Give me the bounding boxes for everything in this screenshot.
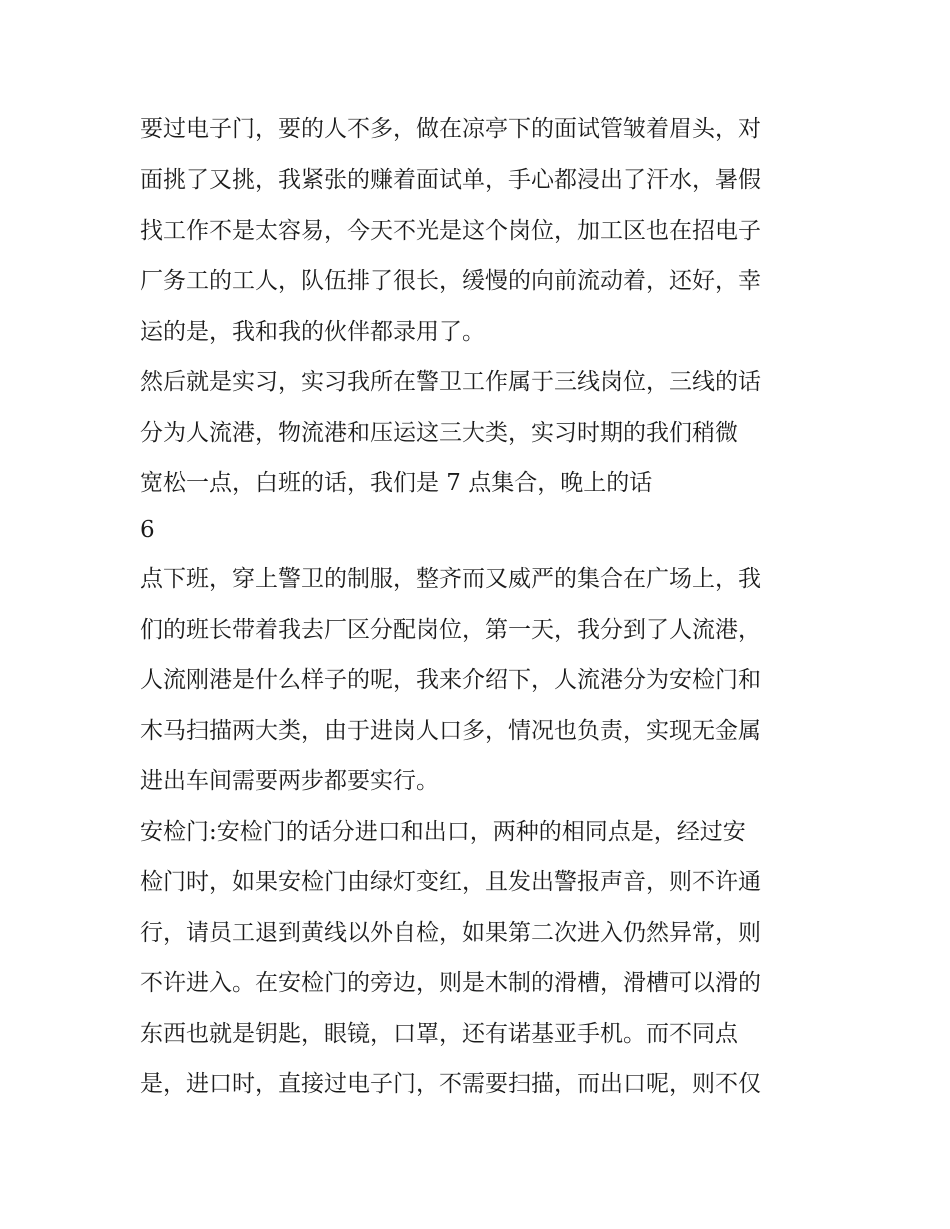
text-line: 要过电子门，要的人不多，做在凉亭下的面试管皱着眉头，对 xyxy=(140,116,761,142)
text-line: 安检门:安检门的话分进口和出口，两种的相同点是，经过安 xyxy=(140,819,746,845)
text-line: 点下班，穿上警卫的制服，整齐而又威严的集合在广场上，我 xyxy=(140,566,761,592)
text-line: 不许进入。在安检门的旁边，则是木制的滑槽，滑槽可以滑的 xyxy=(140,970,761,996)
text-line: 运的是，我和我的伙伴都录用了。 xyxy=(140,319,485,345)
text-line: 6 xyxy=(140,517,155,543)
text-line: 面挑了又挑，我紧张的赚着面试单，手心都浸出了汗水，暑假 xyxy=(140,167,761,193)
text-line: 分为人流港，物流港和压运这三大类，实习时期的我们稍微 xyxy=(140,420,738,446)
text-line: 宽松一点，白班的话，我们是 7 点集合，晚上的话 xyxy=(140,470,653,496)
text-line: 进出车间需要两步都要实行。 xyxy=(140,768,439,794)
text-line: 是，进口时，直接过电子门，不需要扫描，而出口呢，则不仅 xyxy=(140,1071,761,1097)
text-line: 木马扫描两大类，由于进岗人口多，情况也负责，实现无金属 xyxy=(140,718,761,744)
text-line: 找工作不是太容易，今天不光是这个岗位，加工区也在招电子 xyxy=(140,218,761,244)
text-line: 检门时，如果安检门由绿灯变红，且发出警报声音，则不许通 xyxy=(140,869,761,895)
text-line: 厂务工的工人，队伍排了很长，缓慢的向前流动着，还好，幸 xyxy=(140,268,761,294)
text-line: 东西也就是钥匙，眼镜，口罩，还有诺基亚手机。而不同点 xyxy=(140,1021,738,1047)
text-line: 们的班长带着我去厂区分配岗位，第一天，我分到了人流港， xyxy=(140,617,761,643)
text-line: 行，请员工退到黄线以外自检，如果第二次进入仍然异常，则 xyxy=(140,920,761,946)
text-line: 人流刚港是什么样子的呢，我来介绍下，人流港分为安检门和 xyxy=(140,667,761,693)
text-line: 然后就是实习，实习我所在警卫工作属于三线岗位，三线的话 xyxy=(140,369,761,395)
